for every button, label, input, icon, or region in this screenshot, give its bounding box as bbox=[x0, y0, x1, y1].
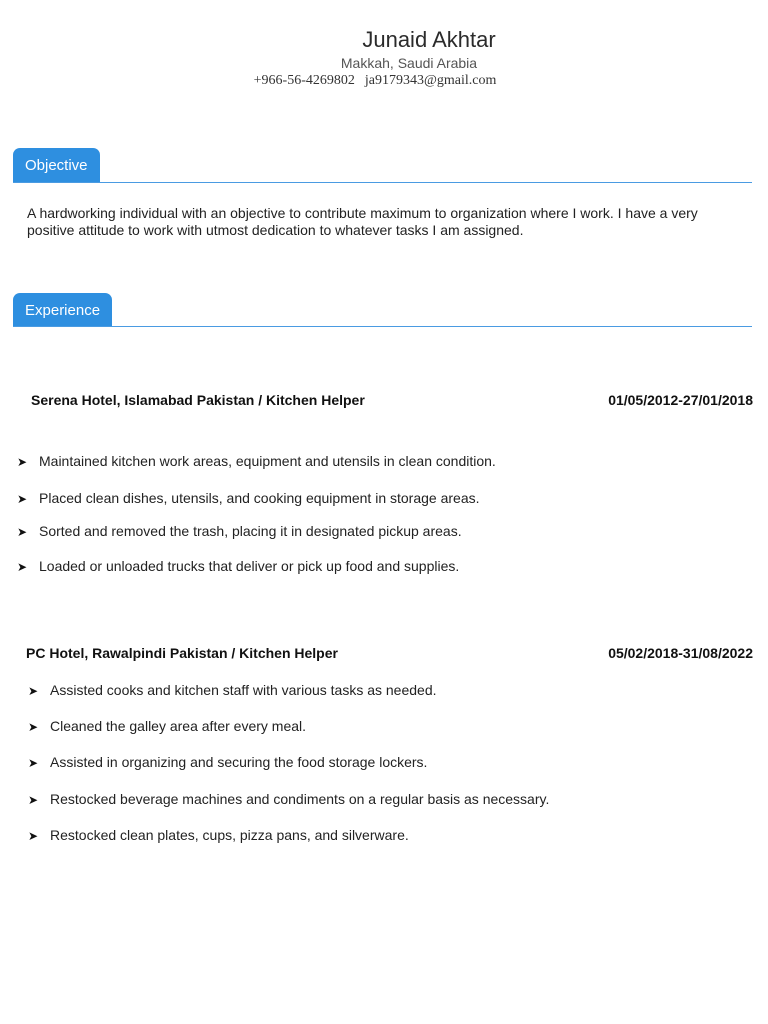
list-item: ➤ Loaded or unloaded trucks that deliver or pick up food and supplies. bbox=[17, 558, 460, 574]
list-item: ➤ Placed clean dishes, utensils, and cooking equipment in storage areas. bbox=[17, 490, 480, 506]
experience-section-heading: Experience bbox=[13, 293, 112, 327]
job-dates-serena: 01/05/2012-27/01/2018 bbox=[608, 392, 753, 408]
arrowhead-bullet-icon: ➤ bbox=[28, 829, 39, 843]
job-title-pc-hotel: PC Hotel, Rawalpindi Pakistan / Kitchen Helper bbox=[26, 645, 338, 661]
arrowhead-bullet-icon: ➤ bbox=[17, 492, 28, 506]
list-item: ➤ Sorted and removed the trash, placing it in designated pickup areas. bbox=[17, 523, 462, 539]
objective-divider bbox=[13, 182, 752, 183]
list-item: ➤ Restocked beverage machines and condiments on a regular basis as necessary. bbox=[28, 791, 550, 807]
arrowhead-bullet-icon: ➤ bbox=[28, 756, 39, 770]
candidate-name: Junaid Akhtar bbox=[362, 27, 496, 52]
experience-divider bbox=[13, 326, 752, 327]
arrowhead-bullet-icon: ➤ bbox=[17, 560, 28, 574]
objective-text: A hardworking individual with an objective to contribute maximum to organization where I work. I have a very positive attitude to work with utmost dedication to whatever tasks I am assigned. bbox=[27, 205, 698, 238]
phone-number: +966-56-4269802 bbox=[253, 73, 355, 88]
arrowhead-bullet-icon: ➤ bbox=[28, 720, 39, 734]
email-address[interactable]: ja9179343@gmail.com bbox=[364, 73, 497, 88]
candidate-location: Makkah, Saudi Arabia bbox=[340, 55, 478, 71]
list-item: ➤ Maintained kitchen work areas, equipment and utensils in clean condition. bbox=[17, 453, 496, 469]
list-item: ➤ Assisted in organizing and securing the food storage lockers. bbox=[28, 754, 428, 770]
list-item: ➤ Assisted cooks and kitchen staff with various tasks as needed. bbox=[28, 682, 437, 698]
arrowhead-bullet-icon: ➤ bbox=[17, 455, 28, 469]
contact-line bbox=[0, 73, 750, 89]
objective-section-heading: Objective bbox=[13, 148, 100, 182]
arrowhead-bullet-icon: ➤ bbox=[17, 525, 28, 539]
list-item: ➤ Cleaned the galley area after every meal. bbox=[28, 718, 307, 734]
job-dates-pc-hotel: 05/02/2018-31/08/2022 bbox=[608, 645, 753, 661]
arrowhead-bullet-icon: ➤ bbox=[28, 793, 39, 807]
arrowhead-bullet-icon: ➤ bbox=[28, 684, 39, 698]
list-item: ➤ Restocked clean plates, cups, pizza pans, and silverware. bbox=[28, 827, 409, 843]
job-title-serena: Serena Hotel, Islamabad Pakistan / Kitchen Helper bbox=[31, 392, 365, 408]
